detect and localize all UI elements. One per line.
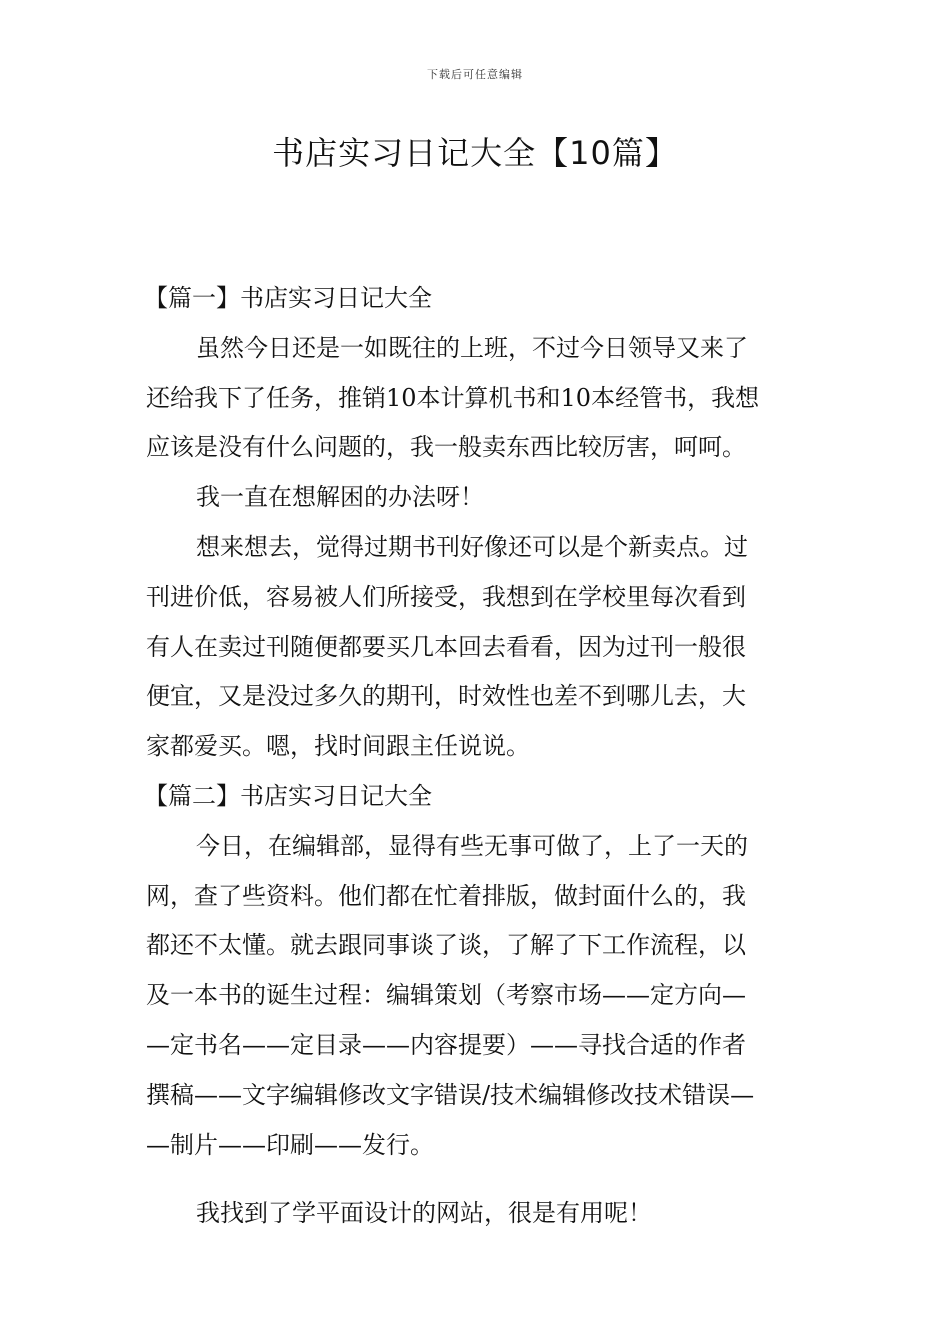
paragraph-line: 家都爱买。嗯，找时间跟主任说说。 [146, 732, 530, 761]
paragraph-line: 刊进价低，容易被人们所接受，我想到在学校里每次看到 [146, 582, 746, 611]
header-note: 下载后可任意编辑 [427, 68, 523, 81]
paragraph-line: 网，查了些资料。他们都在忙着排版，做封面什么的，我 [146, 881, 746, 910]
paragraph-line: 还给我下了任务，推销10本计算机书和10本经管书，我想 [146, 383, 760, 412]
paragraph-line: 想来想去，觉得过期书刊好像还可以是个新卖点。过 [196, 532, 748, 561]
paragraph-line: —定书名——定目录——内容提要）——寻找合适的作者 [146, 1030, 746, 1059]
document-body [146, 274, 806, 1239]
paragraph-line: 虽然今日还是一如既往的上班，不过今日领导又来了 [196, 333, 748, 362]
paragraph-line: 应该是没有什么问题的，我一般卖东西比较厉害，呵呵。 [146, 433, 746, 462]
document-title: 书店实习日记大全【10篇】 [272, 134, 678, 172]
section-heading-1: 【篇一】书店实习日记大全 [144, 284, 432, 312]
paragraph-line: 及一本书的诞生过程：编辑策划（考察市场——定方向— [146, 981, 746, 1010]
paragraph-line: 撰稿——文字编辑修改文字错误/技术编辑修改技术错误— [146, 1080, 755, 1109]
paragraph-line: —制片——印刷——发行。 [146, 1130, 434, 1159]
paragraph-line: 便宜，又是没过多久的期刊，时效性也差不到哪儿去，大 [146, 682, 746, 711]
section-heading-2: 【篇二】书店实习日记大全 [144, 781, 432, 810]
paragraph-line: 我找到了学平面设计的网站，很是有用呢！ [196, 1199, 652, 1228]
paragraph-line: 我一直在想解困的办法呀！ [196, 483, 484, 512]
paragraph-line: 有人在卖过刊随便都要买几本回去看看，因为过刊一般很 [146, 632, 746, 661]
paragraph-line: 今日，在编辑部，显得有些无事可做了，上了一天的 [196, 831, 748, 860]
paragraph-line: 都还不太懂。就去跟同事谈了谈，了解了下工作流程，以 [146, 931, 746, 960]
